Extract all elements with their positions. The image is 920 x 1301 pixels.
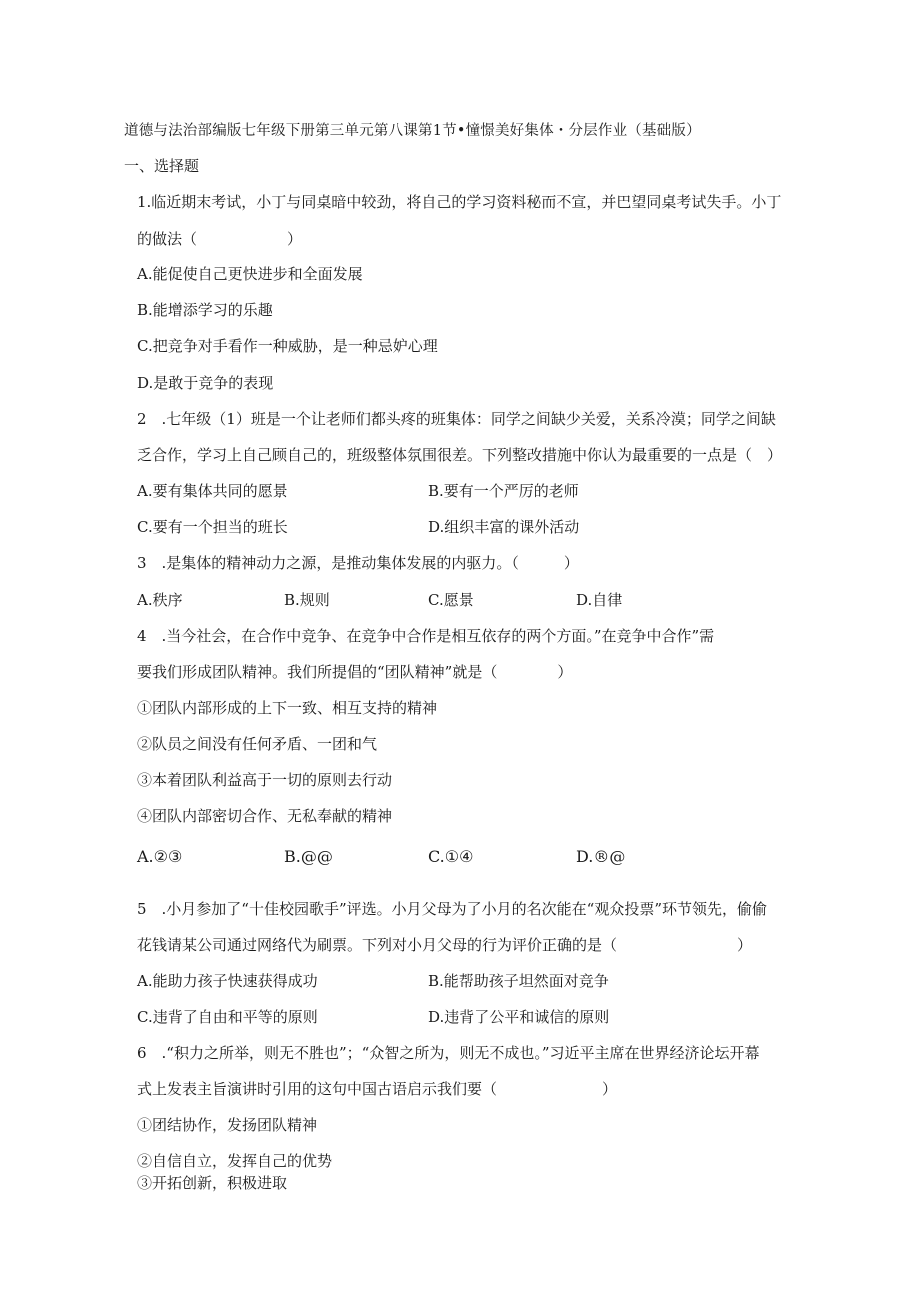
question-3-option-d: D.自律 — [576, 591, 623, 609]
question-2-option-b: B.要有一个严厉的老师 — [428, 482, 579, 500]
question-2-stem-line-2: 乏合作，学习上自己顾自己的，班级整体氛围很差。下列整改措施中你认为最重要的一点是（ ） — [137, 446, 783, 464]
question-3-option-a: A.秩序 — [137, 591, 183, 609]
question-4-option-d: D.®@ — [576, 847, 626, 866]
question-6-stem-line-1: 6 .“积力之所举，则无不胜也”；“众智之所为，则无不成也。”习近平主席在世界经济论坛开幕 — [137, 1044, 760, 1062]
question-4-stem-line-2: 要我们形成团队精神。我们所提倡的“团队精神”就是（ ） — [137, 663, 573, 681]
question-3-option-c: C.愿景 — [428, 591, 474, 609]
question-4-option-c: C.①④ — [428, 847, 474, 866]
question-5-stem-line-1: 5 .小月参加了“十佳校园歌手”评选。小月父母为了小月的名次能在“观众投票”环节领先，偷偷 — [137, 900, 767, 918]
question-5-option-d: D.违背了公平和诚信的原则 — [428, 1008, 610, 1026]
question-5-stem-line-2: 花钱请某公司通过网络代为刷票。下列对小月父母的行为评价正确的是（ ） — [137, 936, 753, 954]
question-6-item-2: ②自信自立，发挥自己的优势 — [137, 1152, 333, 1170]
question-4-item-1: ①团队内部形成的上下一致、相互支持的精神 — [137, 699, 438, 717]
question-3-option-b: B.规则 — [284, 591, 330, 609]
question-4-item-4: ④团队内部密切合作、无私奉献的精神 — [137, 807, 393, 825]
question-2-option-a: A.要有集体共同的愿景 — [137, 482, 288, 500]
question-1-option-c: C.把竞争对手看作一种威胁，是一种忌妒心理 — [137, 337, 438, 355]
question-5-option-a: A.能助力孩子快速获得成功 — [137, 972, 318, 990]
question-1-option-b: B.能增添学习的乐趣 — [137, 301, 273, 319]
question-1-stem-line-1: 1.临近期末考试，小丁与同桌暗中较劲，将自己的学习资料秘而不宣，并巴望同桌考试失手。小丁 — [137, 193, 782, 211]
section-heading: 一、选择题 — [124, 157, 200, 175]
question-2-option-c: C.要有一个担当的班长 — [137, 518, 288, 536]
document-title: 道德与法治部编版七年级下册第三单元第八课第1节•憧憬美好集体・分层作业（基础版） — [124, 123, 701, 139]
question-1-option-a: A.能促使自己更快进步和全面发展 — [137, 265, 363, 283]
question-4-stem-line-1: 4 .当今社会，在合作中竞争、在竞争中合作是相互依存的两个方面。”在竞争中合作”需 — [137, 627, 715, 645]
question-1-option-d: D.是敢于竞争的表现 — [137, 374, 274, 392]
question-4-item-3: ③本着团队利益高于一切的原则去行动 — [137, 771, 393, 789]
question-5-option-c: C.违背了自由和平等的原则 — [137, 1008, 318, 1026]
question-6-stem-line-2: 式上发表主旨演讲时引用的这句中国古语启示我们要（ ） — [137, 1080, 618, 1098]
question-4-option-a: A.②③ — [137, 847, 183, 866]
question-2-stem-line-1: 2 .七年级（1）班是一个让老师们都头疼的班集体：同学之间缺少关爱，关系冷漠；同学之间缺 — [137, 410, 776, 428]
question-4-item-2: ②队员之间没有任何矛盾、一团和气 — [137, 735, 378, 753]
question-3-stem: 3 .是集体的精神动力之源，是推动集体发展的内驱力。（ ） — [137, 554, 579, 572]
question-6-item-1: ①团结协作，发扬团队精神 — [137, 1116, 318, 1134]
question-2-option-d: D.组织丰富的课外活动 — [428, 518, 580, 536]
question-6-item-3: ③开拓创新，积极进取 — [137, 1174, 288, 1192]
question-1-stem-line-2: 的做法（ ） — [137, 230, 303, 248]
question-5-option-b: B.能帮助孩子坦然面对竞争 — [428, 972, 609, 990]
question-4-option-b: B.@@ — [284, 847, 333, 866]
